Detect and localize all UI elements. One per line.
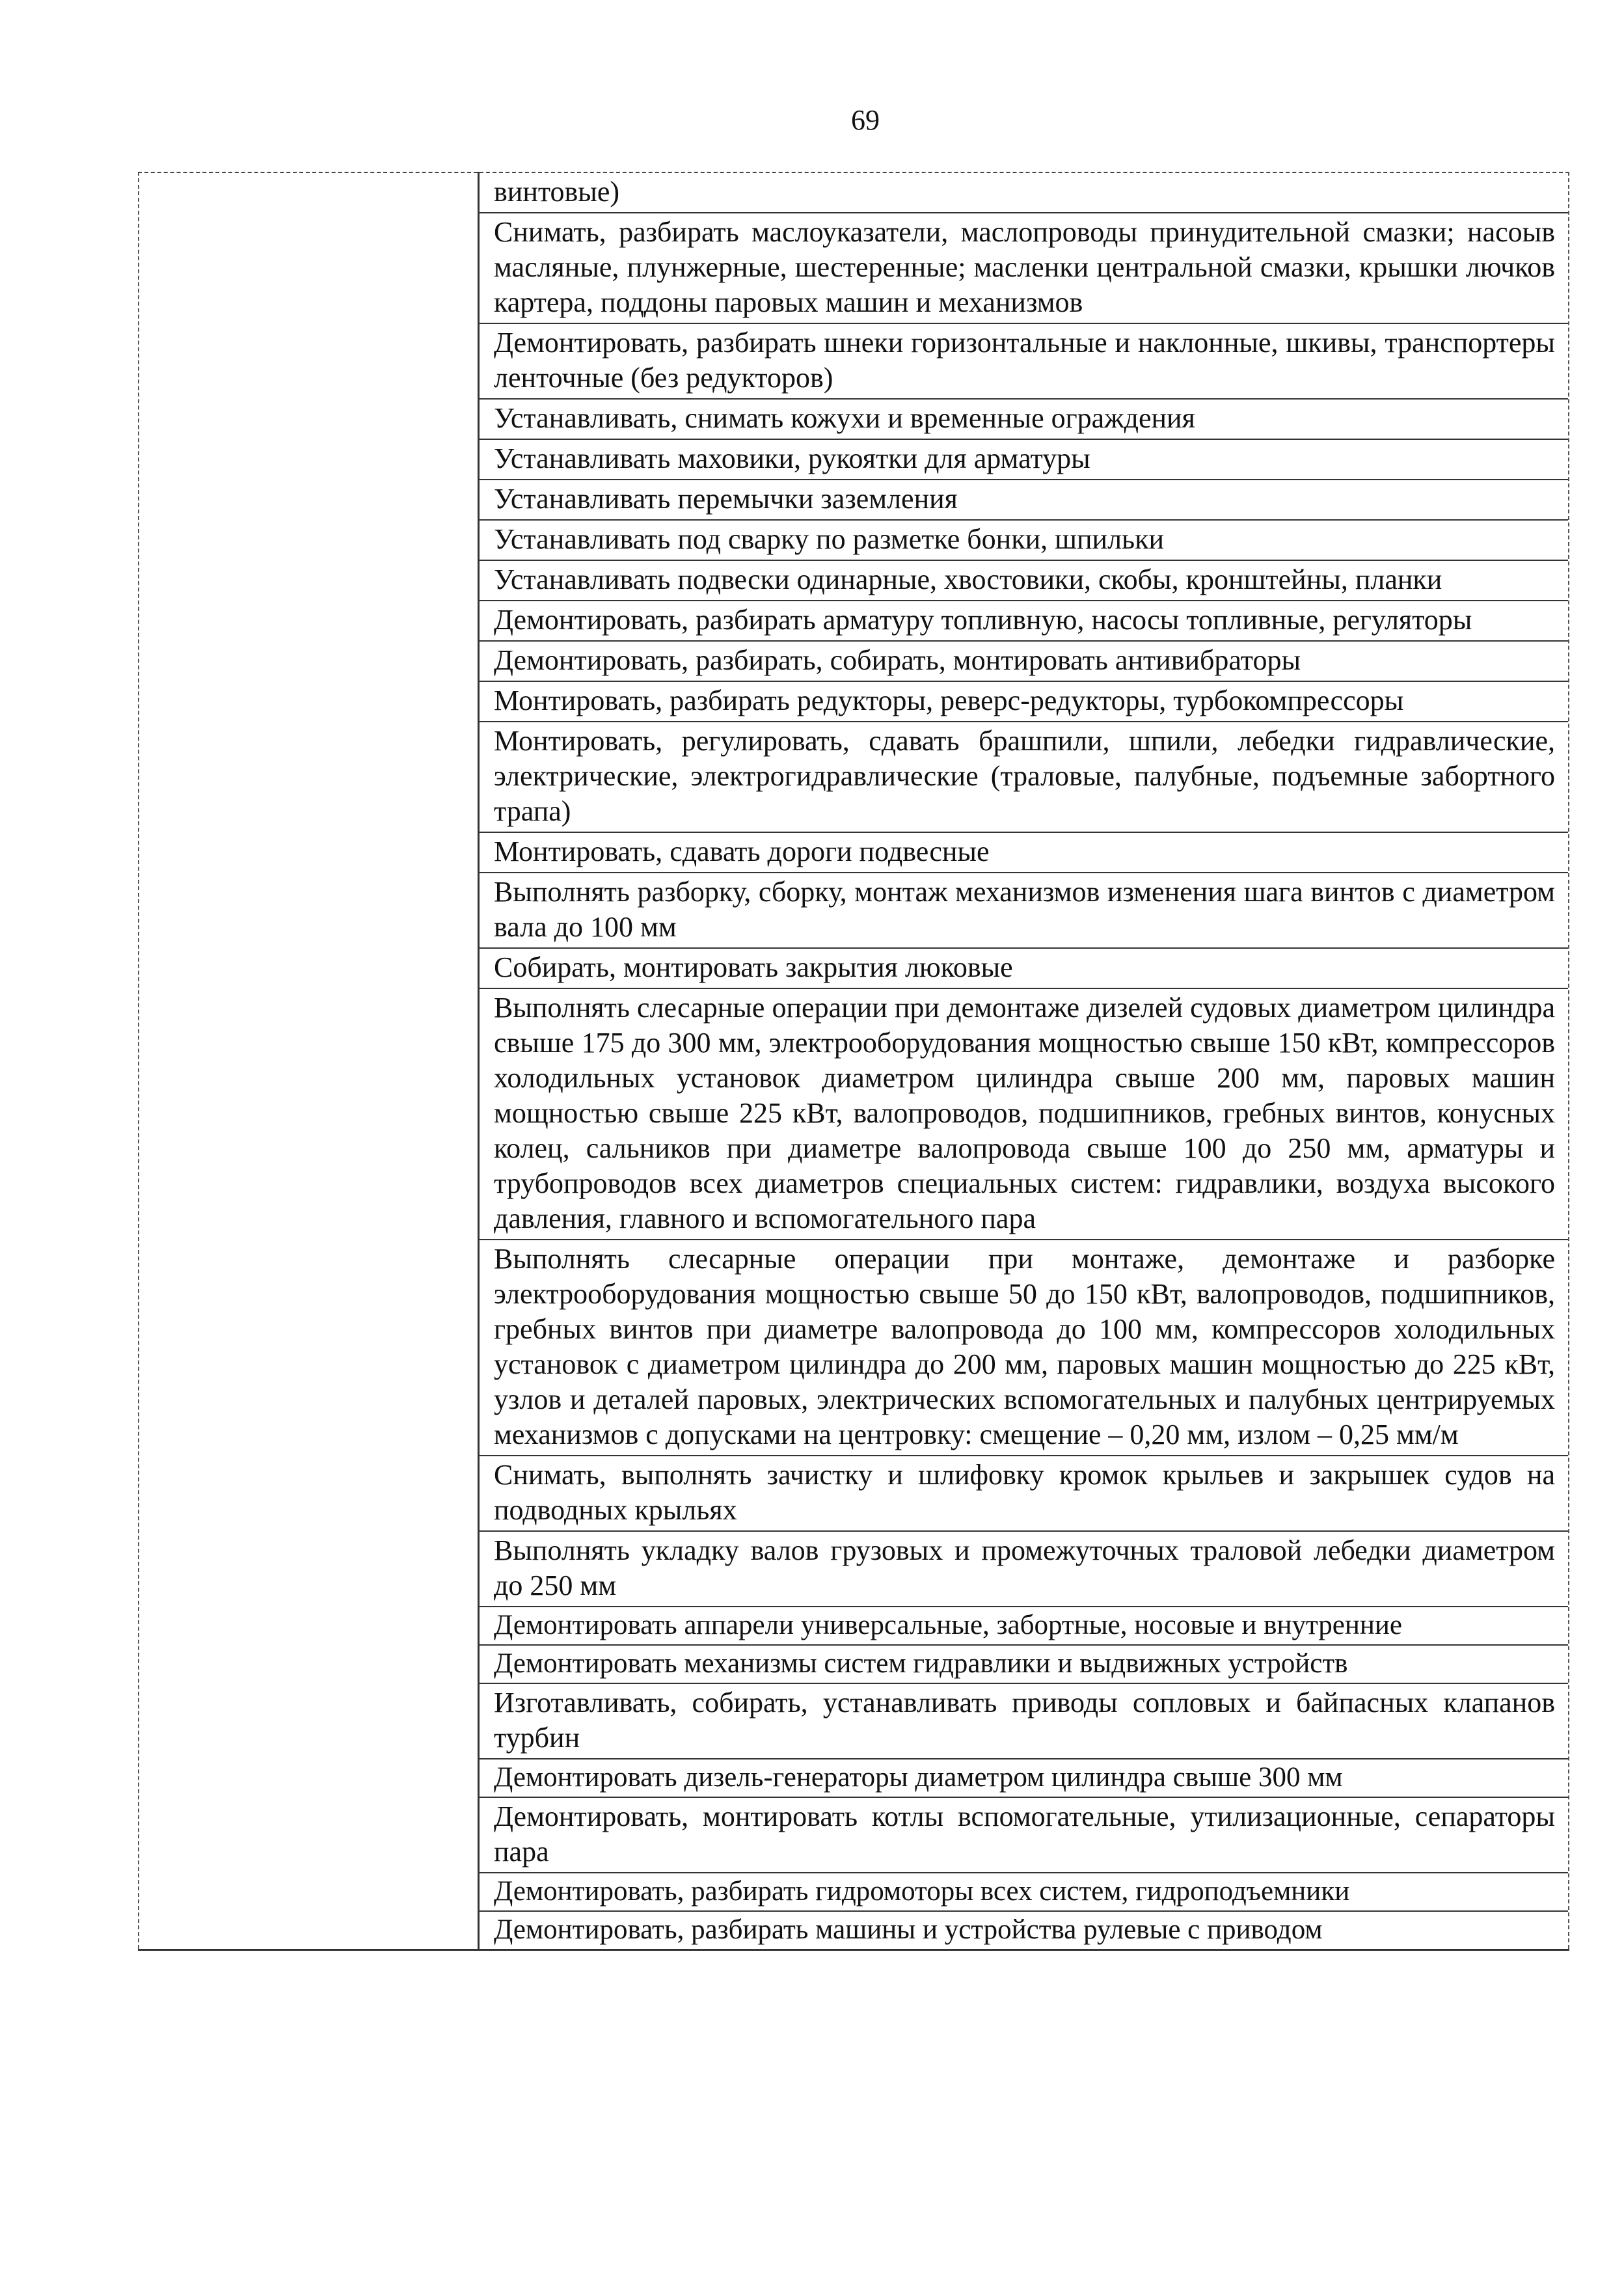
table-row: Демонтировать дизель-генераторы диаметром цилиндра свыше 300 мм (480, 1759, 1568, 1798)
table-row: Монтировать, разбирать редукторы, реверс-редукторы, турбокомпрессоры (480, 682, 1568, 722)
table-row: Демонтировать механизмы систем гидравлики и выдвижных устройств (480, 1646, 1568, 1684)
table-row: Выполнять укладку валов грузовых и промежуточных траловой лебедки диаметром до 250 мм (480, 1532, 1568, 1607)
table-left-column (139, 172, 479, 1950)
table-row: Монтировать, регулировать, сдавать брашпили, шпили, лебедки гидравлические, электрические, электрогидравлические (траловые, палубные, подъемные забортного трапа) (480, 722, 1568, 833)
table-row: Демонтировать аппарели универсальные, забортные, носовые и внутренние (480, 1607, 1568, 1646)
table-row: Устанавливать подвески одинарные, хвостовики, скобы, кронштейны, планки (480, 561, 1568, 601)
table-row: Демонтировать, разбирать, собирать, монтировать антивибраторы (480, 642, 1568, 682)
table-row: Демонтировать, разбирать арматуру топливную, насосы топливные, регуляторы (480, 601, 1568, 642)
table-row: Собирать, монтировать закрытия люковые (480, 949, 1568, 989)
table-row: Демонтировать, разбирать шнеки горизонтальные и наклонные, шкивы, транспортеры ленточные (без редукторов) (480, 324, 1568, 400)
table-row: Монтировать, сдавать дороги подвесные (480, 833, 1568, 873)
table-row: Изготавливать, собирать, устанавливать приводы сопловых и байпасных клапанов турбин (480, 1684, 1568, 1759)
page-number: 69 (851, 104, 880, 136)
table-row: Демонтировать, разбирать гидромоторы всех систем, гидроподъемники (480, 1873, 1568, 1912)
table-row: Выполнять слесарные операции при монтаже, демонтаже и разборке электрооборудования мощностью свыше 50 до 150 кВт, валопроводов, подшипников, гребных винтов при диаметре валопровода до 100 мм, компрессоров холодильных установок с диаметром цилиндра до 200 мм, паровых машин мощностью до 225 кВт, узлов и деталей паровых, электрических вспомогательных и палубных центрируемых механизмов с допусками на центровку: смещение – 0,20 мм, излом – 0,25 мм/м (480, 1240, 1568, 1456)
table-row: Выполнять слесарные операции при демонтаже дизелей судовых диаметром цилиндра свыше 175 до 300 мм, электрооборудования мощностью свыше 150 кВт, компрессоров холодильных установок диаметром цилиндра свыше 200 мм, паровых машин мощностью свыше 225 кВт, валопроводов, подшипников, гребных винтов, конусных колец, сальников при диаметре валопровода свыше 100 до 250 мм, арматуры и трубопроводов всех диаметров специальных систем: гидравлики, воздуха высокого давления, главного и вспомогательного пара (480, 989, 1568, 1240)
table-row: Выполнять разборку, сборку, монтаж механизмов изменения шага винтов с диаметром вала до 100 мм (480, 873, 1568, 949)
table-row: винтовые) (480, 173, 1568, 213)
table-row: Демонтировать, разбирать машины и устройства рулевые с приводом (494, 1914, 1323, 1945)
operations-table (138, 172, 1569, 1951)
table-row: Снимать, выполнять зачистку и шлифовку кромок крыльев и закрышек судов на подводных крыльях (480, 1456, 1568, 1532)
table-row: Устанавливать маховики, рукоятки для арматуры (480, 440, 1568, 480)
table-row: Демонтировать, монтировать котлы вспомогательные, утилизационные, сепараторы пара (480, 1798, 1568, 1873)
table-row: Устанавливать под сварку по разметке бонки, шпильки (480, 521, 1568, 561)
table-row: Устанавливать, снимать кожухи и временные ограждения (480, 400, 1568, 440)
table-row: Устанавливать перемычки заземления (480, 480, 1568, 521)
table-row: Снимать, разбирать маслоуказатели, маслопроводы принудительной смазки; насоыв масляные, плунжерные, шестеренные; масленки центральной смазки, крышки лючков картера, поддоны паровых машин и механизмов (480, 213, 1568, 324)
table-right-column (479, 172, 1569, 1950)
